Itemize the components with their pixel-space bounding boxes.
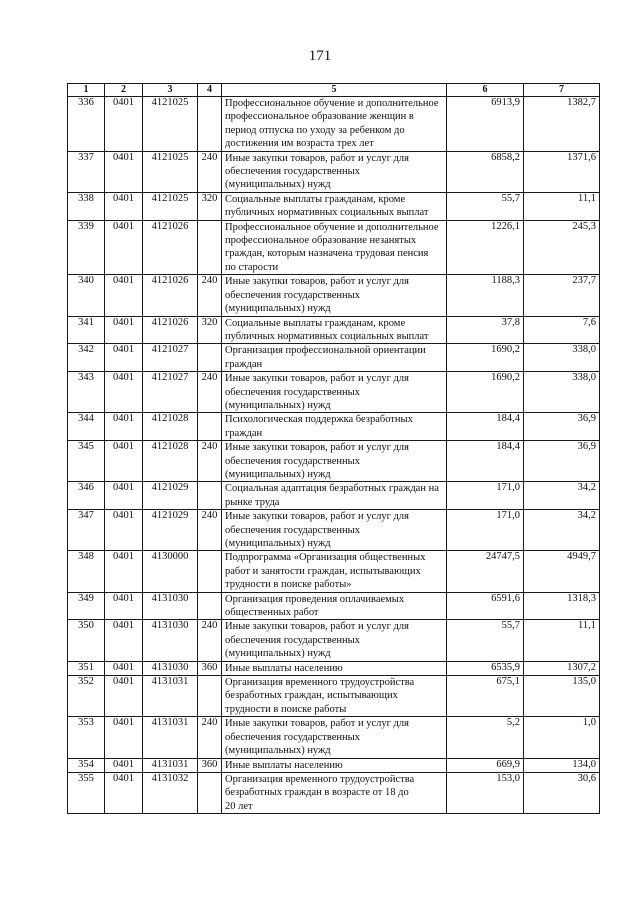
- target-article-code: 4121029: [143, 482, 198, 510]
- table-row: [68, 151, 600, 192]
- value-col-7: 36,9: [524, 413, 600, 441]
- value-col-7: 30,6: [524, 772, 600, 813]
- expense-type-code: [198, 413, 222, 441]
- expense-type-code: 240: [198, 275, 222, 316]
- row-number: 354: [68, 758, 105, 772]
- value-col-7: 34,2: [524, 510, 600, 551]
- item-name: [222, 510, 447, 551]
- expense-type-code: 240: [198, 151, 222, 192]
- item-name-line: обеспечения государственных: [225, 166, 360, 178]
- section-code: 0401: [105, 220, 143, 275]
- table-row: [68, 441, 600, 482]
- expense-type-code: 320: [198, 192, 222, 220]
- row-number: 349: [68, 592, 105, 620]
- expense-type-code: 240: [198, 441, 222, 482]
- value-col-6: 6591,6: [447, 592, 524, 620]
- item-name-line: Иные закупки товаров, работ и услуг для: [225, 373, 409, 385]
- value-col-6: 1188,3: [447, 275, 524, 316]
- item-name-line: по старости: [225, 261, 279, 273]
- item-name-line: Профессиональное обучение и дополнительное: [225, 98, 439, 109]
- value-col-7: 134,0: [524, 758, 600, 772]
- section-code: 0401: [105, 192, 143, 220]
- target-article-code: 4131030: [143, 592, 198, 620]
- item-name-line: обеспечения государственных: [225, 634, 360, 646]
- table-row: [68, 220, 600, 275]
- value-col-7: 1307,2: [524, 661, 600, 675]
- section-code: 0401: [105, 772, 143, 813]
- header-col-2: 2: [105, 84, 143, 97]
- budget-table: [67, 83, 600, 814]
- item-name: [222, 344, 447, 372]
- row-number: 352: [68, 676, 105, 717]
- item-name-line: обеспечения государственных: [225, 524, 360, 536]
- section-code: 0401: [105, 441, 143, 482]
- value-col-7: 1318,3: [524, 592, 600, 620]
- item-name-line: (муниципальных) нужд: [225, 538, 331, 549]
- value-col-6: 171,0: [447, 482, 524, 510]
- section-code: 0401: [105, 592, 143, 620]
- item-name: [222, 676, 447, 717]
- item-name-line: Иные закупки товаров, работ и услуг для: [225, 442, 409, 454]
- row-number: 342: [68, 344, 105, 372]
- item-name-line: (муниципальных) нужд: [225, 179, 331, 191]
- row-number: 353: [68, 717, 105, 758]
- target-article-code: 4131032: [143, 772, 198, 813]
- item-name: [222, 151, 447, 192]
- expense-type-code: [198, 592, 222, 620]
- value-col-7: 11,1: [524, 192, 600, 220]
- expense-type-code: 240: [198, 717, 222, 758]
- item-name-line: 20 лет: [225, 800, 253, 812]
- row-number: 344: [68, 413, 105, 441]
- value-col-7: 7,6: [524, 316, 600, 344]
- target-article-code: 4131031: [143, 758, 198, 772]
- item-name-line: Организация временного трудоустройства: [225, 773, 415, 785]
- item-name-line: Иные закупки товаров, работ и услуг для: [225, 511, 409, 523]
- item-name-line: Социальные выплаты гражданам, кроме: [225, 317, 406, 329]
- value-col-6: 55,7: [447, 620, 524, 661]
- header-col-7: 7: [524, 84, 600, 97]
- section-code: 0401: [105, 316, 143, 344]
- item-name: [222, 620, 447, 661]
- item-name-line: (муниципальных) нужд: [225, 399, 331, 411]
- header-col-5: 5: [222, 84, 447, 97]
- row-number: 348: [68, 551, 105, 592]
- item-name-line: достижения им возраста трех лет: [225, 138, 374, 150]
- item-name-line: Профессиональное обучение и дополнительное: [225, 221, 439, 233]
- item-name-line: трудности в поиске работы»: [225, 579, 352, 591]
- target-article-code: 4131030: [143, 661, 198, 675]
- item-name: [222, 717, 447, 758]
- item-name: [222, 275, 447, 316]
- expense-type-code: [198, 344, 222, 372]
- item-name: [222, 220, 447, 275]
- item-name-line: Психологическая поддержка безработных: [225, 414, 413, 426]
- value-col-6: 24747,5: [447, 551, 524, 592]
- item-name-line: трудности в поиске работы: [225, 703, 347, 715]
- header-col-1: 1: [68, 84, 105, 97]
- expense-type-code: [198, 482, 222, 510]
- value-col-6: 55,7: [447, 192, 524, 220]
- value-col-7: 4949,7: [524, 551, 600, 592]
- item-name-line: граждан: [225, 358, 263, 370]
- page-number: 171: [308, 48, 332, 64]
- table-row: [68, 620, 600, 661]
- value-col-7: 237,7: [524, 275, 600, 316]
- value-col-6: 37,8: [447, 316, 524, 344]
- expense-type-code: [198, 551, 222, 592]
- section-code: 0401: [105, 661, 143, 675]
- target-article-code: 4121025: [143, 97, 198, 152]
- item-name-line: период отпуска по уходу за ребенком до: [225, 124, 405, 136]
- item-name-line: Организация профессиональной ориентации: [225, 345, 426, 357]
- item-name: [222, 772, 447, 813]
- value-col-6: 184,4: [447, 413, 524, 441]
- item-name-line: рынке труда: [225, 496, 280, 508]
- target-article-code: 4131031: [143, 717, 198, 758]
- item-name: [222, 97, 447, 152]
- header-col-3: 3: [143, 84, 198, 97]
- item-name: [222, 661, 447, 675]
- row-number: 336: [68, 97, 105, 152]
- value-col-6: 669,9: [447, 758, 524, 772]
- expense-type-code: 240: [198, 620, 222, 661]
- table-row: [68, 551, 600, 592]
- table-row: [68, 275, 600, 316]
- row-number: 338: [68, 192, 105, 220]
- item-name-line: Организация временного трудоустройства: [225, 677, 415, 689]
- item-name-line: обеспечения государственных: [225, 731, 360, 743]
- item-name: [222, 441, 447, 482]
- section-code: 0401: [105, 97, 143, 152]
- section-code: 0401: [105, 620, 143, 661]
- table-row: [68, 676, 600, 717]
- row-number: 355: [68, 772, 105, 813]
- expense-type-code: [198, 676, 222, 717]
- value-col-7: 1371,6: [524, 151, 600, 192]
- item-name-line: Иные закупки товаров, работ и услуг для: [225, 718, 409, 730]
- table-body: [68, 97, 600, 814]
- row-number: 346: [68, 482, 105, 510]
- item-name-line: (муниципальных) нужд: [225, 745, 331, 757]
- value-col-7: 11,1: [524, 620, 600, 661]
- target-article-code: 4121029: [143, 510, 198, 551]
- header-col-4: 4: [198, 84, 222, 97]
- table-row: [68, 661, 600, 675]
- table-header-row: [68, 84, 600, 97]
- expense-type-code: 360: [198, 661, 222, 675]
- item-name-line: публичных нормативных социальных выплат: [225, 207, 429, 219]
- item-name: [222, 372, 447, 413]
- table-row: [68, 758, 600, 772]
- value-col-7: 135,0: [524, 676, 600, 717]
- table-row: [68, 192, 600, 220]
- value-col-6: 171,0: [447, 510, 524, 551]
- item-name-line: обеспечения государственных: [225, 386, 360, 398]
- value-col-6: 1226,1: [447, 220, 524, 275]
- section-code: 0401: [105, 510, 143, 551]
- value-col-6: 1690,2: [447, 372, 524, 413]
- value-col-6: 5,2: [447, 717, 524, 758]
- target-article-code: 4121028: [143, 441, 198, 482]
- item-name: [222, 758, 447, 772]
- item-name-line: Социальная адаптация безработных граждан на: [225, 483, 439, 495]
- item-name: [222, 551, 447, 592]
- table-row: [68, 482, 600, 510]
- target-article-code: 4121026: [143, 275, 198, 316]
- item-name-line: Иные закупки товаров, работ и услуг для: [225, 152, 409, 164]
- target-article-code: 4130000: [143, 551, 198, 592]
- value-col-6: 6535,9: [447, 661, 524, 675]
- section-code: 0401: [105, 758, 143, 772]
- item-name-line: обеспечения государственных: [225, 455, 360, 467]
- expense-type-code: 240: [198, 372, 222, 413]
- table-row: [68, 97, 600, 152]
- value-col-6: 184,4: [447, 441, 524, 482]
- item-name-line: (муниципальных) нужд: [225, 468, 331, 480]
- row-number: 351: [68, 661, 105, 675]
- value-col-7: 338,0: [524, 372, 600, 413]
- section-code: 0401: [105, 275, 143, 316]
- section-code: 0401: [105, 344, 143, 372]
- item-name: [222, 316, 447, 344]
- section-code: 0401: [105, 413, 143, 441]
- item-name: [222, 592, 447, 620]
- target-article-code: 4131030: [143, 620, 198, 661]
- row-number: 339: [68, 220, 105, 275]
- item-name-line: Социальные выплаты гражданам, кроме: [225, 193, 406, 205]
- table-row: [68, 510, 600, 551]
- value-col-6: 675,1: [447, 676, 524, 717]
- expense-type-code: [198, 97, 222, 152]
- section-code: 0401: [105, 482, 143, 510]
- value-col-7: 1382,7: [524, 97, 600, 152]
- value-col-7: 338,0: [524, 344, 600, 372]
- target-article-code: 4121026: [143, 316, 198, 344]
- item-name-line: граждан: [225, 427, 263, 439]
- row-number: 343: [68, 372, 105, 413]
- table-row: [68, 316, 600, 344]
- item-name-line: Иные выплаты населению: [225, 662, 343, 674]
- target-article-code: 4121028: [143, 413, 198, 441]
- section-code: 0401: [105, 372, 143, 413]
- row-number: 341: [68, 316, 105, 344]
- item-name-line: публичных нормативных социальных выплат: [225, 330, 429, 342]
- table-row: [68, 372, 600, 413]
- expense-type-code: 320: [198, 316, 222, 344]
- value-col-6: 6913,9: [447, 97, 524, 152]
- target-article-code: 4121027: [143, 372, 198, 413]
- value-col-6: 1690,2: [447, 344, 524, 372]
- item-name-line: обеспечения государственных: [225, 289, 360, 301]
- target-article-code: 4121025: [143, 192, 198, 220]
- item-name-line: профессиональное образование женщин в: [225, 111, 414, 123]
- item-name: [222, 482, 447, 510]
- item-name-line: (муниципальных) нужд: [225, 303, 331, 315]
- item-name-line: безработных граждан в возрасте от 18 до: [225, 787, 409, 799]
- item-name-line: Иные выплаты населению: [225, 759, 343, 771]
- table-row: [68, 344, 600, 372]
- target-article-code: 4131031: [143, 676, 198, 717]
- item-name-line: работ и занятости граждан, испытывающих: [225, 565, 421, 577]
- section-code: 0401: [105, 676, 143, 717]
- row-number: 340: [68, 275, 105, 316]
- table-row: [68, 772, 600, 813]
- item-name-line: Подпрограмма «Организация общественных: [225, 552, 426, 564]
- item-name-line: безработных граждан, испытывающих: [225, 690, 398, 702]
- item-name-line: граждан, которым назначена трудовая пенсия: [225, 248, 429, 260]
- value-col-7: 245,3: [524, 220, 600, 275]
- target-article-code: 4121026: [143, 220, 198, 275]
- expense-type-code: [198, 772, 222, 813]
- row-number: 347: [68, 510, 105, 551]
- row-number: 337: [68, 151, 105, 192]
- table-row: [68, 717, 600, 758]
- target-article-code: 4121027: [143, 344, 198, 372]
- table-row: [68, 592, 600, 620]
- header-col-6: 6: [447, 84, 524, 97]
- row-number: 345: [68, 441, 105, 482]
- section-code: 0401: [105, 717, 143, 758]
- item-name-line: профессиональное образование незанятых: [225, 235, 417, 247]
- expense-type-code: 360: [198, 758, 222, 772]
- item-name: [222, 192, 447, 220]
- section-code: 0401: [105, 151, 143, 192]
- row-number: 350: [68, 620, 105, 661]
- expense-type-code: [198, 220, 222, 275]
- item-name-line: общественных работ: [225, 607, 319, 619]
- value-col-7: 1,0: [524, 717, 600, 758]
- value-col-7: 36,9: [524, 441, 600, 482]
- value-col-6: 6858,2: [447, 151, 524, 192]
- item-name-line: Иные закупки товаров, работ и услуг для: [225, 276, 409, 288]
- table-row: [68, 413, 600, 441]
- value-col-7: 34,2: [524, 482, 600, 510]
- item-name-line: Организация проведения оплачиваемых: [225, 593, 405, 605]
- item-name: [222, 413, 447, 441]
- expense-type-code: 240: [198, 510, 222, 551]
- target-article-code: 4121025: [143, 151, 198, 192]
- section-code: 0401: [105, 551, 143, 592]
- value-col-6: 153,0: [447, 772, 524, 813]
- item-name-line: (муниципальных) нужд: [225, 648, 331, 660]
- item-name-line: Иные закупки товаров, работ и услуг для: [225, 621, 409, 633]
